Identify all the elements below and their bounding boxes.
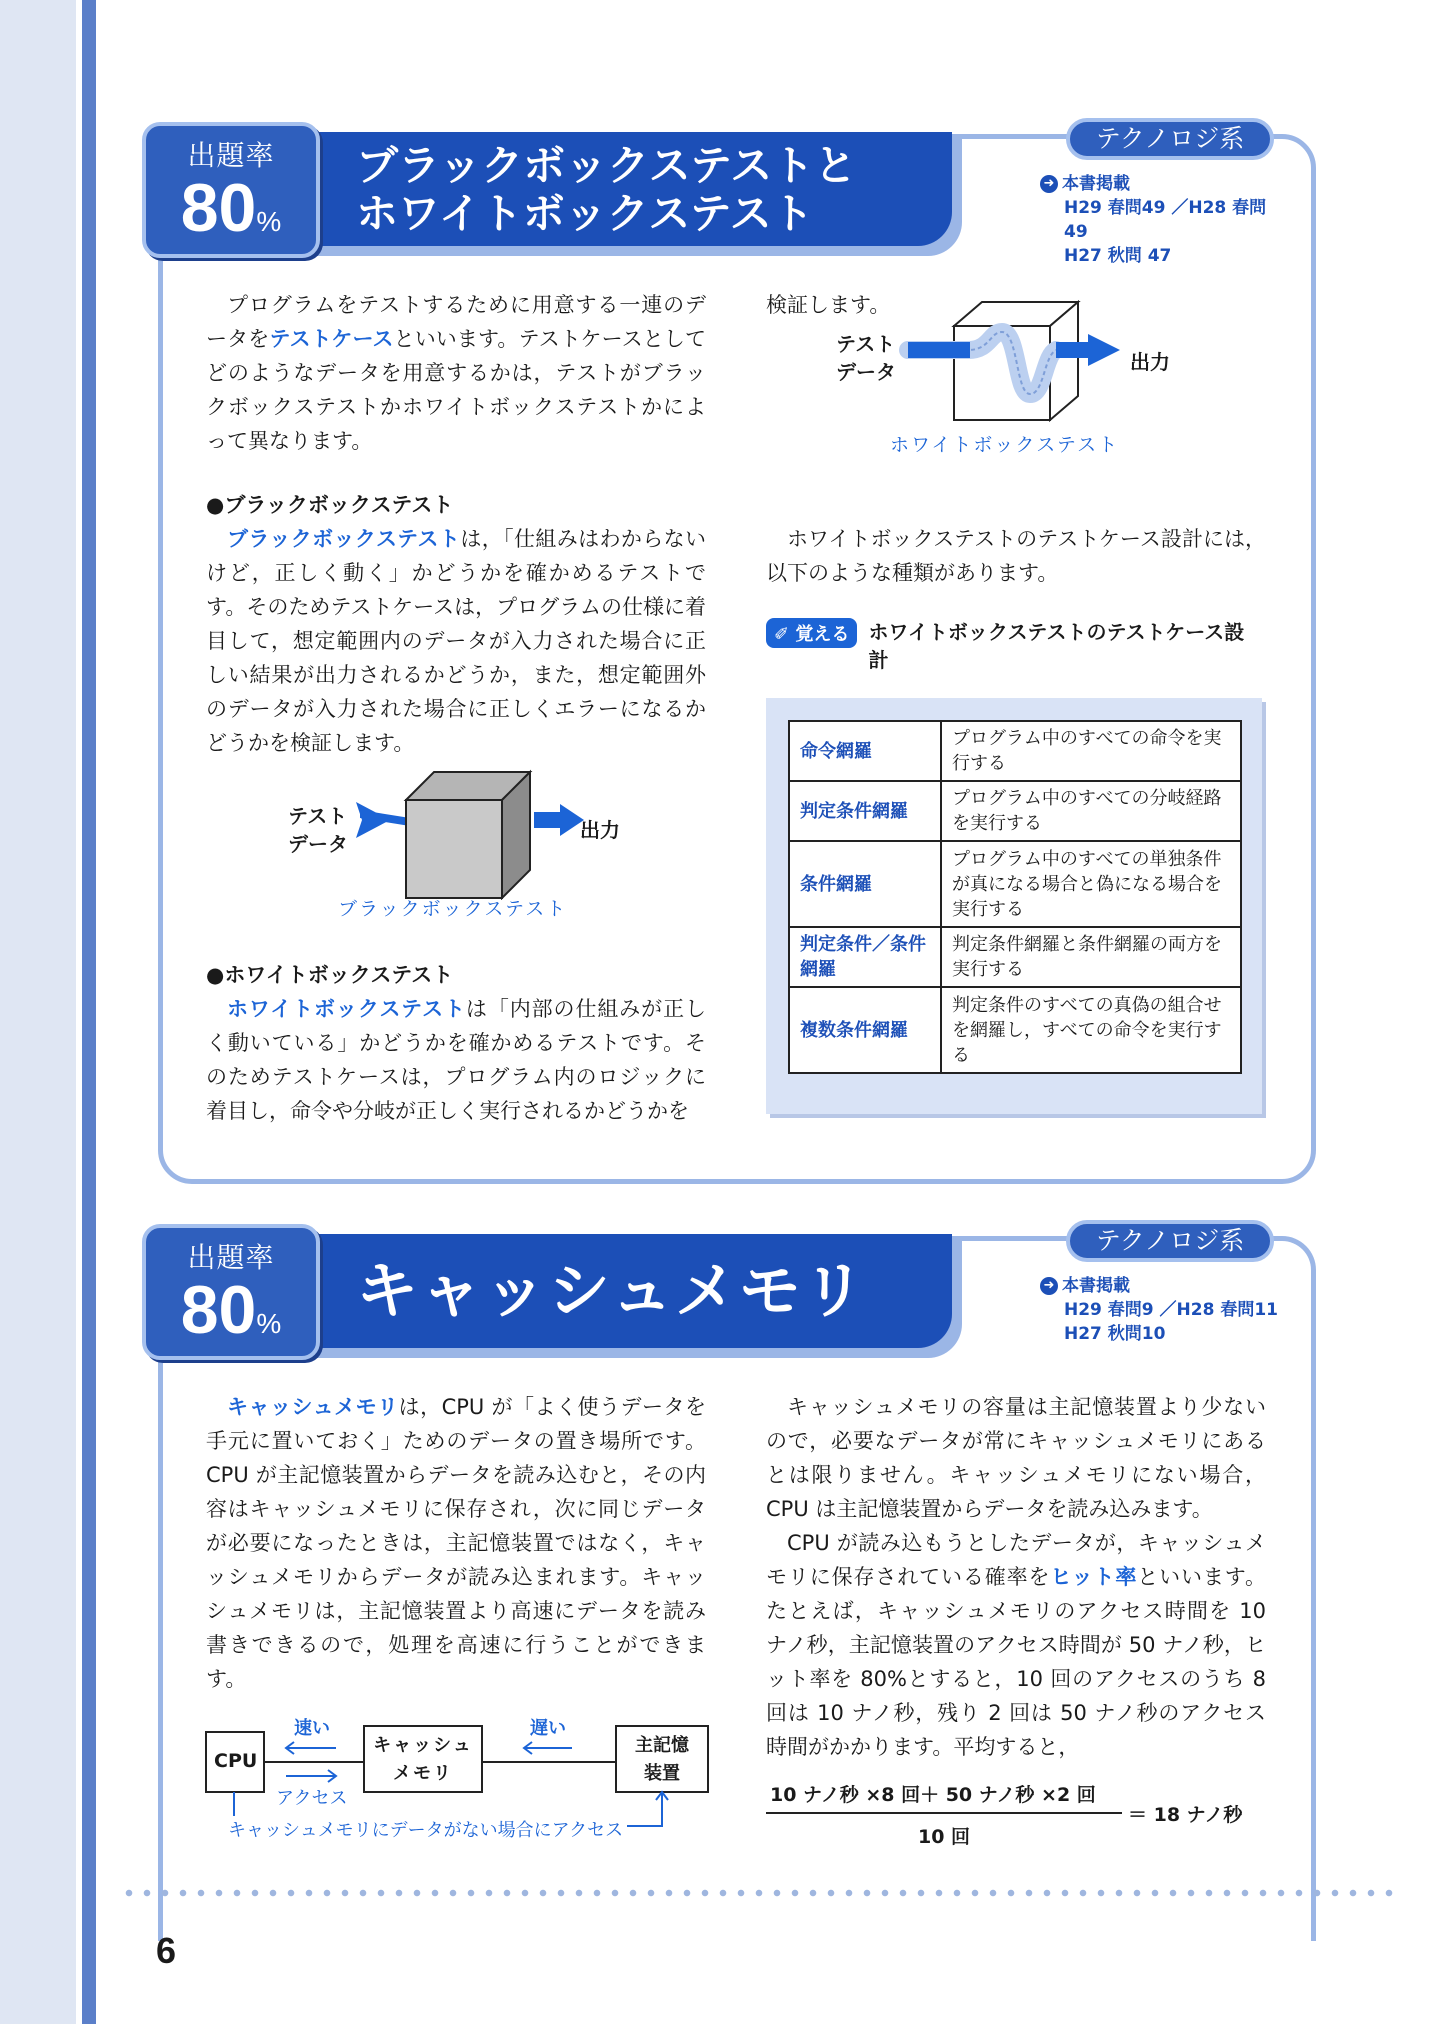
test-design-table: [788, 720, 1242, 1074]
arrow-right-icon: ➜: [1040, 1277, 1058, 1295]
rate-value: 80%: [180, 1272, 282, 1348]
black-box-caption: ブラックボックステスト: [338, 898, 568, 920]
rate-label: 出題率: [187, 1241, 275, 1274]
bird-icon: ✐: [774, 624, 796, 645]
table-cell-name: 複数条件網羅: [789, 987, 941, 1073]
cache-right-paragraph-1: キャッシュメモリの容量は主記憶装置より少ないので，必要なデータが常にキャッシュメモリにあるとは限りません。キャッシュメモリにない場合，CPU は主記憶装置からデータを読み込みます。: [766, 1395, 1266, 1521]
black-box-paragraph: ブラックボックステストは，「仕組みはわからないけど，正しく動く」かどうかを確かめるテストです。そのためテストケースは，プログラムの仕様に着目して，想定範囲内のデータが入力された場合に正しい結果が出力されるかどうか，また，想定範囲外のデータが入力された場合に正しくエラーになるかどうかを検証します。: [206, 527, 707, 755]
table-cell-desc: プログラム中のすべての分岐経路を実行する: [941, 781, 1241, 841]
cache-box-label: キャッシュ メモリ: [373, 1735, 473, 1784]
fast-label: 速い: [294, 1718, 330, 1739]
title-line-2: ホワイトボックステスト: [356, 189, 814, 238]
test-design-table-panel: [766, 698, 1262, 1114]
title-line: キャッシュメモリ: [356, 1254, 867, 1327]
table-cell-name: 命令網羅: [789, 721, 941, 781]
table-cell-desc: 判定条件網羅と条件網羅の両方を実行する: [941, 927, 1241, 987]
rate-badge-1: [142, 122, 320, 258]
arrow-right-icon: ➜: [1040, 175, 1058, 193]
table-row: [789, 721, 1241, 781]
white-box-heading: ●ホワイトボックステスト: [206, 963, 454, 987]
category-pill-2: テクノロジ系: [1066, 1220, 1274, 1262]
white-box-paragraph: ホワイトボックステストは「内部の仕組みが正しく動いている」かどうかを確かめるテストです。そのためテストケースは，プログラム内のロジックに着目し，命令や分岐が正しく実行されるかどうかを: [206, 997, 706, 1123]
memo-heading: [766, 618, 1276, 674]
table-cell-desc: 判定条件のすべての真偽の組合せを網羅し，すべての命令を実行する: [941, 987, 1241, 1073]
formula-result: ＝ 18 ナノ秒: [1128, 1804, 1243, 1826]
title-line-1: ブラックボックステストと: [356, 141, 857, 190]
table-cell-desc: プログラム中のすべての単独条件が真になる場合と偽になる場合を実行する: [941, 841, 1241, 927]
cpu-box-label: CPU: [214, 1750, 258, 1772]
white-box-cube: [830, 296, 1170, 436]
book-reference-2: ➜ 本書掲載 H29 春問9 ／H28 春問11 H27 秋問10: [1040, 1274, 1280, 1346]
cache-diagram: [204, 1712, 724, 1842]
section-title-2: [312, 1234, 952, 1348]
black-box-diagram: [280, 760, 660, 930]
access-label: アクセス: [276, 1788, 348, 1809]
page-number: 6: [156, 1930, 177, 1971]
miss-access-label: キャッシュメモリにデータがない場合にアクセス: [224, 1816, 627, 1842]
white-box-paragraph-cont: 検証します。: [766, 293, 891, 317]
white-box-caption: ホワイトボックステスト: [890, 434, 1120, 456]
black-box-heading: ●ブラックボックステスト: [206, 493, 454, 517]
book-reference-1: ➜ 本書掲載 H29 春問49 ／H28 春問49 H27 秋問 47: [1040, 172, 1280, 268]
category-pill-1: テクノロジ系: [1066, 118, 1274, 160]
formula-numerator: 10 ナノ秒 ×8 回＋ 50 ナノ秒 ×2 回: [770, 1784, 1096, 1806]
diagram-input-label: テスト データ: [288, 804, 348, 856]
slow-label: 遅い: [530, 1718, 566, 1739]
rate-badge-2: [142, 1224, 320, 1360]
main-memory-box-label: 主記憶 装置: [635, 1735, 689, 1784]
left-margin-band: [0, 0, 76, 2024]
memo-title: ホワイトボックステストのテストケース設計: [868, 620, 1245, 672]
table-row: [789, 841, 1241, 927]
formula-denominator: 10 回: [918, 1826, 971, 1848]
table-cell-name: 判定条件網羅: [789, 781, 941, 841]
table-row: [789, 987, 1241, 1073]
table-row: [789, 927, 1241, 987]
rate-label: 出題率: [187, 139, 275, 172]
cache-right-paragraph-2: CPU が読み込もうとしたデータが，キャッシュメモリに保存されている確率をヒット率といいます。たとえば，キャッシュメモリのアクセス時間を 10 ナノ秒，主記憶装置のアクセス時間が 50 ナノ秒，ヒット率を 80%とすると，10 回のアクセスのうち 8 回は 10 ナノ秒，残り 2 回は 50 ナノ秒のアクセス時間がかかります。平均すると，: [766, 1531, 1267, 1759]
rate-value: 80%: [180, 170, 282, 246]
memo-badge: ✐ 覚える: [766, 618, 857, 648]
table-cell-name: 条件網羅: [789, 841, 941, 927]
average-access-formula: [766, 1780, 1286, 1860]
table-row: [789, 781, 1241, 841]
table-cell-desc: プログラム中のすべての命令を実行する: [941, 721, 1241, 781]
section-title-1: [312, 132, 952, 246]
cache-left-paragraph: キャッシュメモリは，CPU が「よく使うデータを手元に置いておく」ためのデータの置き場所です。CPU が主記憶装置からデータを読み込むと，その内容はキャッシュメモリに保存され，次に同じデータが必要になったときは，主記憶装置ではなく，キャッシュメモリからデータが読み込まれます。キャッシュメモリは，主記憶装置より高速にデータを読み書きできるので，処理を高速に行うことができます。: [206, 1395, 706, 1691]
diagram-input-label: テスト データ: [836, 332, 896, 384]
table-cell-name: 判定条件／条件網羅: [789, 927, 941, 987]
intro-paragraph: プログラムをテストするために用意する一連のデータをテストケースといいます。テストケースとしてどのようなデータを用意するかは，テストがブラックボックステストかホワイトボックステストかによって異なります。: [206, 293, 707, 453]
diagram-output-label: 出力: [1130, 350, 1170, 374]
diagram-output-label: 出力: [580, 818, 620, 842]
left-margin-line: [82, 0, 96, 2024]
dotted-divider: [120, 1888, 1400, 1898]
formula-fraction-bar: [766, 1812, 1122, 1814]
white-box-types-paragraph: ホワイトボックステストのテストケース設計には，以下のような種類があります。: [766, 527, 1266, 585]
white-box-diagram: [830, 296, 1170, 466]
